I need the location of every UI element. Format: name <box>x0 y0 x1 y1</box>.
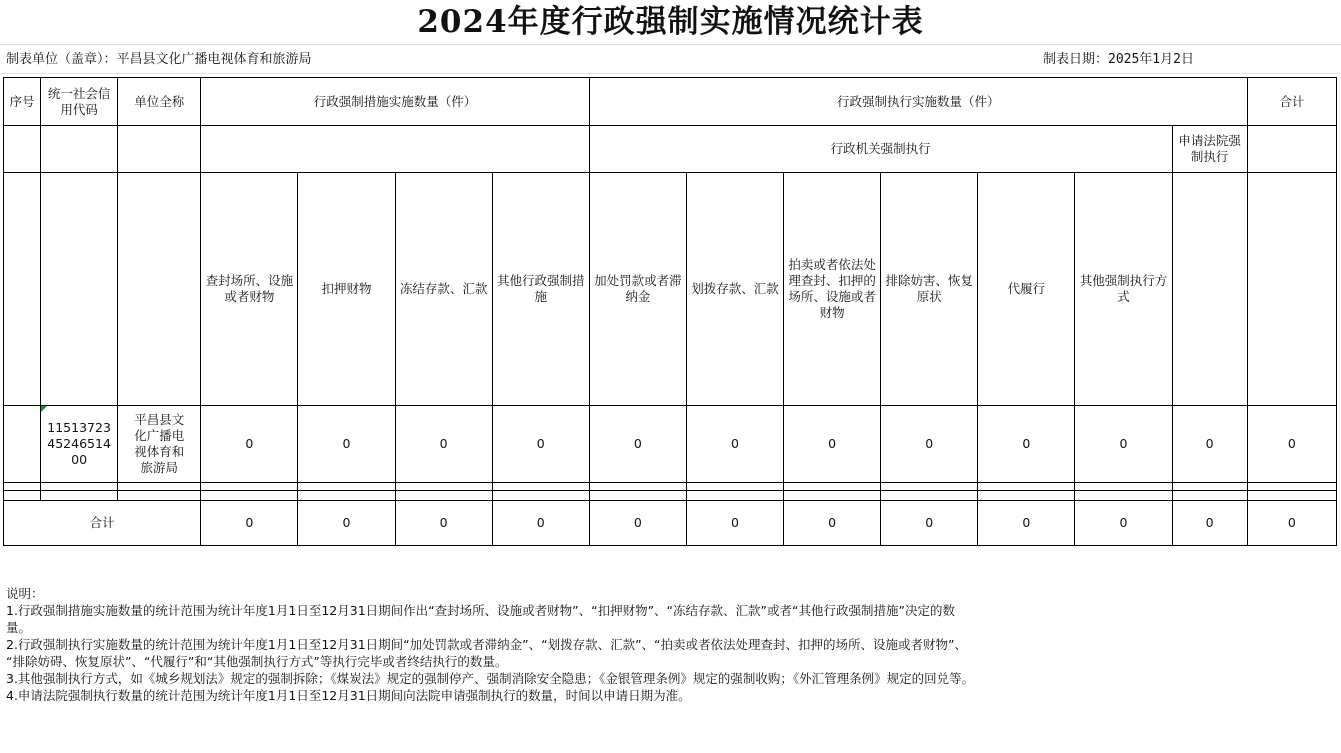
empty-cell <box>298 483 395 491</box>
header-measures-group: 行政强制措施实施数量（件） <box>201 78 590 126</box>
header-row-2 <box>4 126 1337 173</box>
header-total: 合计 <box>1247 78 1336 126</box>
empty-cell <box>881 491 978 501</box>
note-item: 3.其他强制执行方式，如《城乡规划法》规定的强制拆除；《煤炭法》规定的强制停产、强制消除安全隐患；《金银管理条例》规定的强制收购；《外汇管理条例》规定的回兑等。 <box>6 671 975 686</box>
empty-cell <box>41 126 118 173</box>
empty-cell <box>4 173 41 406</box>
credit-code-line: 11513723 <box>47 420 111 435</box>
empty-cell <box>1247 173 1336 406</box>
empty-cell <box>881 483 978 491</box>
header-court-execution: 申请法院强制执行 <box>1172 126 1247 173</box>
row-value: 0 <box>298 406 395 483</box>
header-execution-group: 行政强制执行实施数量（件） <box>589 78 1247 126</box>
total-value: 0 <box>1247 501 1336 546</box>
empty-cell <box>201 126 590 173</box>
col-header-other-execution: 其他强制执行方式 <box>1075 173 1172 406</box>
empty-cell <box>784 491 881 501</box>
empty-cell <box>41 483 118 491</box>
empty-cell <box>4 483 41 491</box>
credit-code-line: 45246514 <box>47 436 111 451</box>
header-credit-code: 统一社会信用代码 <box>41 78 118 126</box>
empty-cell <box>118 173 201 406</box>
notes-heading: 说明： <box>6 586 44 601</box>
empty-cell <box>686 491 783 501</box>
total-value: 0 <box>1075 501 1172 546</box>
table-row-empty <box>4 491 1337 501</box>
total-value: 0 <box>589 501 686 546</box>
unit-name-line: 平昌县文 <box>134 412 185 427</box>
row-seq <box>4 406 41 483</box>
meta-divider <box>0 73 1341 74</box>
empty-cell <box>41 491 118 501</box>
notes-section <box>6 585 1336 704</box>
empty-cell <box>1247 483 1336 491</box>
empty-cell <box>492 483 589 491</box>
empty-cell <box>589 483 686 491</box>
row-value: 0 <box>881 406 978 483</box>
table-row <box>4 406 1337 483</box>
empty-cell <box>1172 483 1247 491</box>
credit-code-line: 00 <box>71 452 88 467</box>
header-row-3 <box>4 173 1337 406</box>
row-value: 0 <box>589 406 686 483</box>
row-value: 0 <box>1075 406 1172 483</box>
total-value: 0 <box>1172 501 1247 546</box>
empty-cell <box>1247 491 1336 501</box>
empty-cell <box>201 491 298 501</box>
col-header-transfer: 划拨存款、汇款 <box>686 173 783 406</box>
row-value: 0 <box>1247 406 1336 483</box>
row-value: 0 <box>201 406 298 483</box>
header-row-1 <box>4 78 1337 126</box>
empty-cell <box>395 483 492 491</box>
total-value: 0 <box>686 501 783 546</box>
unit-name-line: 视体育和 <box>134 444 185 459</box>
col-header-remove-obstruction: 排除妨害、恢复原状 <box>881 173 978 406</box>
empty-cell <box>201 483 298 491</box>
total-value: 0 <box>784 501 881 546</box>
empty-cell <box>1075 491 1172 501</box>
col-header-seal: 查封场所、设施或者财物 <box>201 173 298 406</box>
empty-cell <box>686 483 783 491</box>
empty-cell <box>118 126 201 173</box>
note-item: 1.行政强制措施实施数量的统计范围为统计年度1月1日至12月31日期间作出“查封场所、设施或者财物”、“扣押财物”、“冻结存款、汇款”或者“其他行政强制措施”决定的数 <box>6 603 955 618</box>
green-corner-marker <box>41 406 47 412</box>
empty-cell <box>1247 126 1336 173</box>
row-value: 0 <box>978 406 1075 483</box>
empty-cell <box>492 491 589 501</box>
title-divider <box>0 44 1341 45</box>
date-label: 制表日期：2025年1月2日 <box>1043 52 1194 67</box>
empty-cell <box>395 491 492 501</box>
total-value: 0 <box>492 501 589 546</box>
empty-cell <box>4 491 41 501</box>
row-value: 0 <box>784 406 881 483</box>
col-header-detain: 扣押财物 <box>298 173 395 406</box>
note-item: “排除妨碍、恢复原状”、“代履行”和“其他强制执行方式”等执行完毕或者终结执行的数量。 <box>6 654 508 669</box>
total-value: 0 <box>201 501 298 546</box>
empty-cell <box>978 491 1075 501</box>
total-row <box>4 501 1337 546</box>
col-header-other-measures: 其他行政强制措施 <box>492 173 589 406</box>
empty-cell <box>589 491 686 501</box>
total-value: 0 <box>395 501 492 546</box>
page-title: 2024年度行政强制实施情况统计表 <box>417 4 924 40</box>
note-item: 2.行政强制执行实施数量的统计范围为统计年度1月1日至12月31日期间“加处罚款或者滞纳金”、“划拨存款、汇款”、“拍卖或者依法处理查封、扣押的场所、设施或者财物”、 <box>6 637 968 652</box>
total-value: 0 <box>881 501 978 546</box>
col-header-penalty: 加处罚款或者滞纳金 <box>589 173 686 406</box>
total-value: 0 <box>978 501 1075 546</box>
header-unit-name: 单位全称 <box>118 78 201 126</box>
empty-cell <box>978 483 1075 491</box>
unit-name-line: 化广播电 <box>134 428 185 443</box>
empty-cell <box>118 491 201 501</box>
total-value: 0 <box>298 501 395 546</box>
unit-name-line: 旅游局 <box>140 460 178 475</box>
row-credit-code[interactable] <box>41 406 118 483</box>
empty-cell <box>298 491 395 501</box>
empty-cell <box>1172 491 1247 501</box>
empty-cell <box>4 126 41 173</box>
row-value: 0 <box>1172 406 1247 483</box>
col-header-auction: 拍卖或者依法处理查封、扣押的场所、设施或者财物 <box>784 173 881 406</box>
row-unit-name <box>118 406 201 483</box>
row-value: 0 <box>686 406 783 483</box>
empty-cell <box>1172 173 1247 406</box>
note-item: 4.申请法院强制执行数量的统计范围为统计年度1月1日至12月31日期间向法院申请强制执行的数量，时间以申请日期为准。 <box>6 688 691 703</box>
total-label: 合计 <box>4 501 201 546</box>
empty-cell <box>118 483 201 491</box>
col-header-freeze: 冻结存款、汇款 <box>395 173 492 406</box>
empty-cell <box>41 173 118 406</box>
header-admin-execution: 行政机关强制执行 <box>589 126 1172 173</box>
row-value: 0 <box>492 406 589 483</box>
empty-cell <box>1075 483 1172 491</box>
row-value: 0 <box>395 406 492 483</box>
table-row-empty <box>4 483 1337 491</box>
note-item: 量。 <box>6 620 32 635</box>
empty-cell <box>784 483 881 491</box>
statistics-table <box>3 77 1337 546</box>
col-header-substitute: 代履行 <box>978 173 1075 406</box>
unit-label: 制表单位（盖章）：平昌县文化广播电视体育和旅游局 <box>6 52 312 67</box>
header-seq: 序号 <box>4 78 41 126</box>
